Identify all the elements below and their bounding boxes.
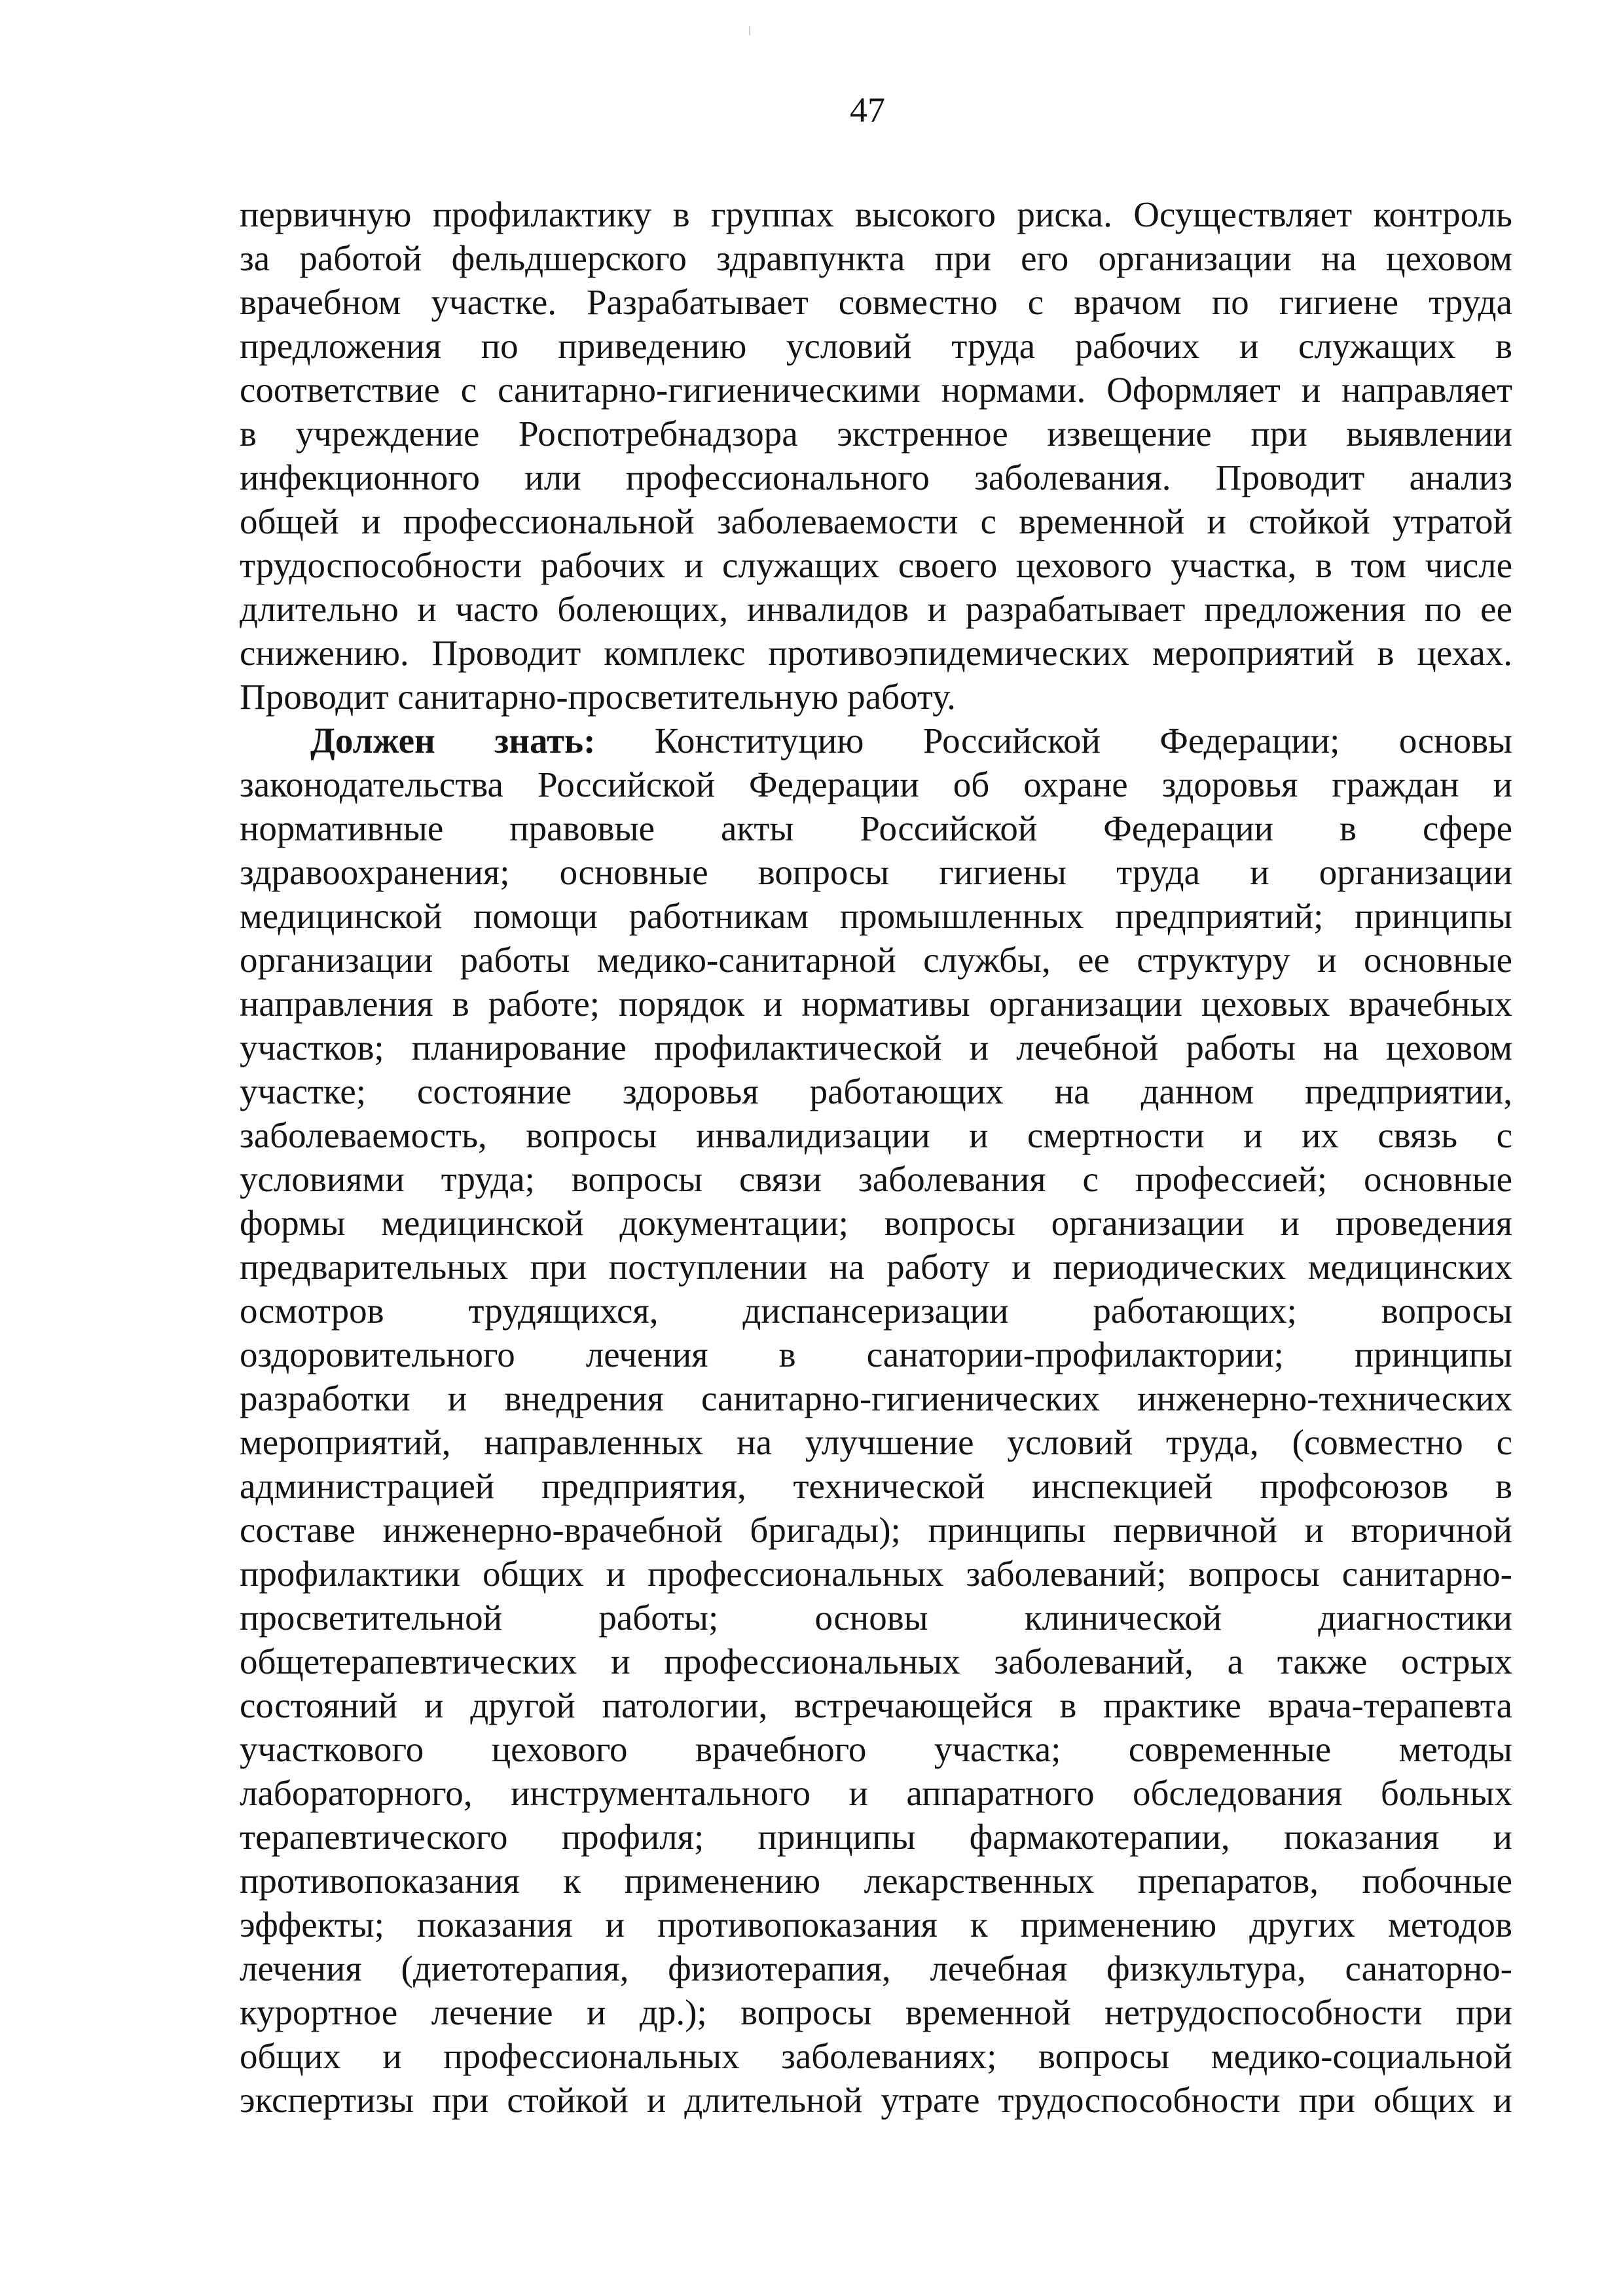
text-line: осмотров трудящихся, диспансеризации работающих; вопросы bbox=[240, 1291, 1512, 1331]
text-line: общетерапевтических и профессиональных заболеваний, а также острых bbox=[240, 1641, 1512, 1681]
text-line: организации работы медико-санитарной службы, ее структуру и основные bbox=[240, 940, 1512, 980]
text-line: предварительных при поступлении на работу и периодических медицинских bbox=[240, 1247, 1512, 1287]
text-line: медицинской помощи работникам промышленных предприятий; принципы bbox=[240, 896, 1512, 936]
must-know-heading: Должен знать: bbox=[310, 721, 596, 761]
text-line: состояний и другой патологии, встречающейся в практике врача-терапевта bbox=[240, 1685, 1512, 1725]
text-line: общих и профессиональных заболеваниях; вопросы медико-социальной bbox=[240, 2036, 1512, 2076]
text-line: профилактики общих и профессиональных заболеваний; вопросы санитарно- bbox=[240, 1554, 1512, 1594]
text-line: участке; состояние здоровья работающих на данном предприятии, bbox=[240, 1071, 1512, 1111]
text-line: экспертизы при стойкой и длительной утрате трудоспособности при общих и bbox=[240, 2080, 1512, 2120]
text-line: лечения (диетотерапия, физиотерапия, лечебная физкультура, санаторно- bbox=[240, 1948, 1512, 1988]
text-line: предложения по приведению условий труда рабочих и служащих в bbox=[240, 326, 1512, 366]
text-line: просветительной работы; основы клинической диагностики bbox=[240, 1598, 1512, 1638]
text-line: соответствие с санитарно-гигиеническими нормами. Оформляет и направляет bbox=[240, 370, 1512, 410]
text-line: Проводит санитарно-просветительную работу. bbox=[240, 677, 956, 717]
text-line: разработки и внедрения санитарно-гигиенических инженерно-технических bbox=[240, 1378, 1512, 1418]
text-line: общей и профессиональной заболеваемости с временной и стойкой утратой bbox=[240, 501, 1512, 541]
text-line: эффекты; показания и противопоказания к применению других методов bbox=[240, 1905, 1512, 1945]
text-line: оздоровительного лечения в санатории-профилактории; принципы bbox=[240, 1335, 1512, 1374]
must-know-text: Конституцию Российской Федерации; основы bbox=[654, 721, 1513, 761]
text-line: курортное лечение и др.); вопросы временной нетрудоспособности при bbox=[240, 1992, 1512, 2032]
text-line: участков; планирование профилактической и лечебной работы на цеховом bbox=[240, 1028, 1512, 1067]
text-line: противопоказания к применению лекарственных препаратов, побочные bbox=[240, 1861, 1512, 1901]
text-line: заболеваемость, вопросы инвалидизации и смертности и их связь с bbox=[240, 1115, 1512, 1155]
text-line: в учреждение Роспотребнадзора экстренное извещение при выявлении bbox=[240, 414, 1512, 454]
page-number: 47 bbox=[850, 90, 885, 130]
text-line: условиями труда; вопросы связи заболевания с профессией; основные bbox=[240, 1159, 1512, 1199]
text-line: нормативные правовые акты Российской Федерации в сфере bbox=[240, 808, 1512, 848]
text-line: формы медицинской документации; вопросы организации и проведения bbox=[240, 1203, 1512, 1243]
text-line: направления в работе; порядок и нормативы организации цеховых врачебных bbox=[240, 984, 1512, 1024]
scan-artifact bbox=[749, 26, 750, 35]
must-know-line bbox=[310, 721, 1512, 763]
text-line: длительно и часто болеющих, инвалидов и разрабатывает предложения по ее bbox=[240, 589, 1512, 629]
text-line: администрацией предприятия, технической инспекцией профсоюзов в bbox=[240, 1466, 1512, 1506]
text-line: трудоспособности рабочих и служащих своего цехового участка, в том числе bbox=[240, 545, 1512, 585]
text-line: лабораторного, инструментального и аппаратного обследования больных bbox=[240, 1773, 1512, 1813]
text-line: терапевтического профиля; принципы фармакотерапии, показания и bbox=[240, 1817, 1512, 1857]
text-line: снижению. Проводит комплекс противоэпидемических мероприятий в цехах. bbox=[240, 633, 1512, 673]
text-line: здравоохранения; основные вопросы гигиены труда и организации bbox=[240, 852, 1512, 892]
text-line: первичную профилактику в группах высокого риска. Осуществляет контроль bbox=[240, 194, 1512, 234]
text-line: за работой фельдшерского здравпункта при его организации на цеховом bbox=[240, 238, 1512, 278]
text-line: участкового цехового врачебного участка; современные методы bbox=[240, 1729, 1512, 1769]
text-line: врачебном участке. Разрабатывает совместно с врачом по гигиене труда bbox=[240, 282, 1512, 322]
text-line: составе инженерно-врачебной бригады); принципы первичной и вторичной bbox=[240, 1510, 1512, 1550]
text-line: инфекционного или профессионального заболевания. Проводит анализ bbox=[240, 457, 1512, 497]
text-line: мероприятий, направленных на улучшение условий труда, (совместно с bbox=[240, 1422, 1512, 1462]
text-line: законодательства Российской Федерации об охране здоровья граждан и bbox=[240, 764, 1512, 804]
